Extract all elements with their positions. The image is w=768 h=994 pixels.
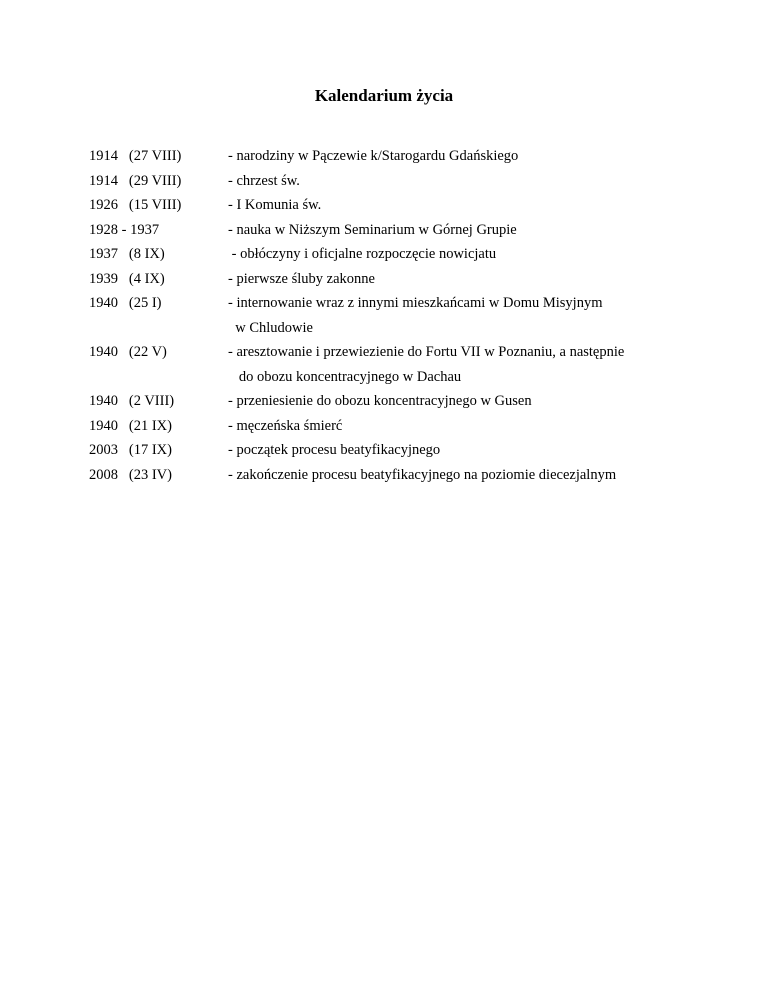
entry-description — [228, 414, 689, 439]
timeline-entry — [89, 291, 689, 340]
timeline-entry — [89, 218, 689, 243]
entry-description-line: w Chludowie — [228, 319, 313, 336]
entry-description — [228, 340, 689, 389]
timeline-entry — [89, 389, 689, 414]
entry-description-line: - pierwsze śluby zakonne — [228, 270, 375, 287]
timeline-entry — [89, 242, 689, 267]
entry-date: 1940 (2 VIII) — [89, 393, 175, 409]
timeline-entry — [89, 267, 689, 292]
entry-date: 1940 (25 I) — [89, 295, 162, 311]
timeline-entry — [89, 193, 689, 218]
entry-description-line: - początek procesu beatyfikacyjnego — [228, 442, 441, 458]
timeline-entry — [89, 340, 689, 389]
entry-date: 1914 (29 VIII) — [89, 172, 182, 189]
entry-date: 1914 (27 VIII) — [89, 148, 182, 164]
entry-description — [228, 169, 689, 194]
entry-date: 1939 (4 IX) — [89, 270, 165, 287]
entry-description-line: - nauka w Niższym Seminarium w Górnej Grupie — [228, 221, 517, 238]
entry-date: 1926 (15 VIII) — [89, 197, 182, 213]
entry-description-line: - internowanie wraz z innymi mieszkańcami w Domu Misyjnym — [228, 295, 603, 311]
entry-description-line: - obłóczyny i oficjalne rozpoczęcie nowicjatu — [228, 246, 497, 262]
entry-date: 1928 - 1937 — [89, 221, 160, 238]
timeline-list — [89, 144, 689, 487]
timeline-entry — [89, 414, 689, 439]
entry-description-line: - przeniesienie do obozu koncentracyjnego w Gusen — [228, 393, 532, 409]
timeline-entry — [89, 463, 689, 488]
entry-description — [228, 193, 689, 218]
entry-description — [228, 267, 689, 292]
entry-description — [228, 389, 689, 414]
entry-description — [228, 463, 689, 488]
entry-description — [228, 438, 689, 463]
entry-description-line: - aresztowanie i przewiezienie do Fortu VII w Poznaniu, a następnie — [228, 344, 625, 360]
entry-description-line: - męczeńska śmierć — [228, 417, 343, 434]
document-title: Kalendarium życia — [314, 86, 454, 105]
timeline-entry — [89, 144, 689, 169]
entry-date: 1940 (21 IX) — [89, 417, 172, 434]
entry-description-line: - I Komunia św. — [228, 197, 322, 213]
entry-date: 1940 (22 V) — [89, 344, 167, 360]
entry-date: 2003 (17 IX) — [89, 442, 172, 458]
entry-description-line: - narodziny w Pączewie k/Starogardu Gdańskiego — [228, 148, 519, 164]
entry-date: 1937 (8 IX) — [89, 246, 165, 262]
entry-description — [228, 291, 689, 340]
timeline-entry — [89, 438, 689, 463]
entry-date: 2008 (23 IV) — [89, 466, 172, 483]
entry-description-line: do obozu koncentracyjnego w Dachau — [228, 368, 462, 385]
timeline-entry — [89, 169, 689, 194]
entry-description — [228, 218, 689, 243]
entry-description — [228, 242, 689, 267]
entry-description-line: - zakończenie procesu beatyfikacyjnego na poziomie diecezjalnym — [228, 466, 617, 483]
entry-description — [228, 144, 689, 169]
entry-description-line: - chrzest św. — [228, 172, 300, 189]
